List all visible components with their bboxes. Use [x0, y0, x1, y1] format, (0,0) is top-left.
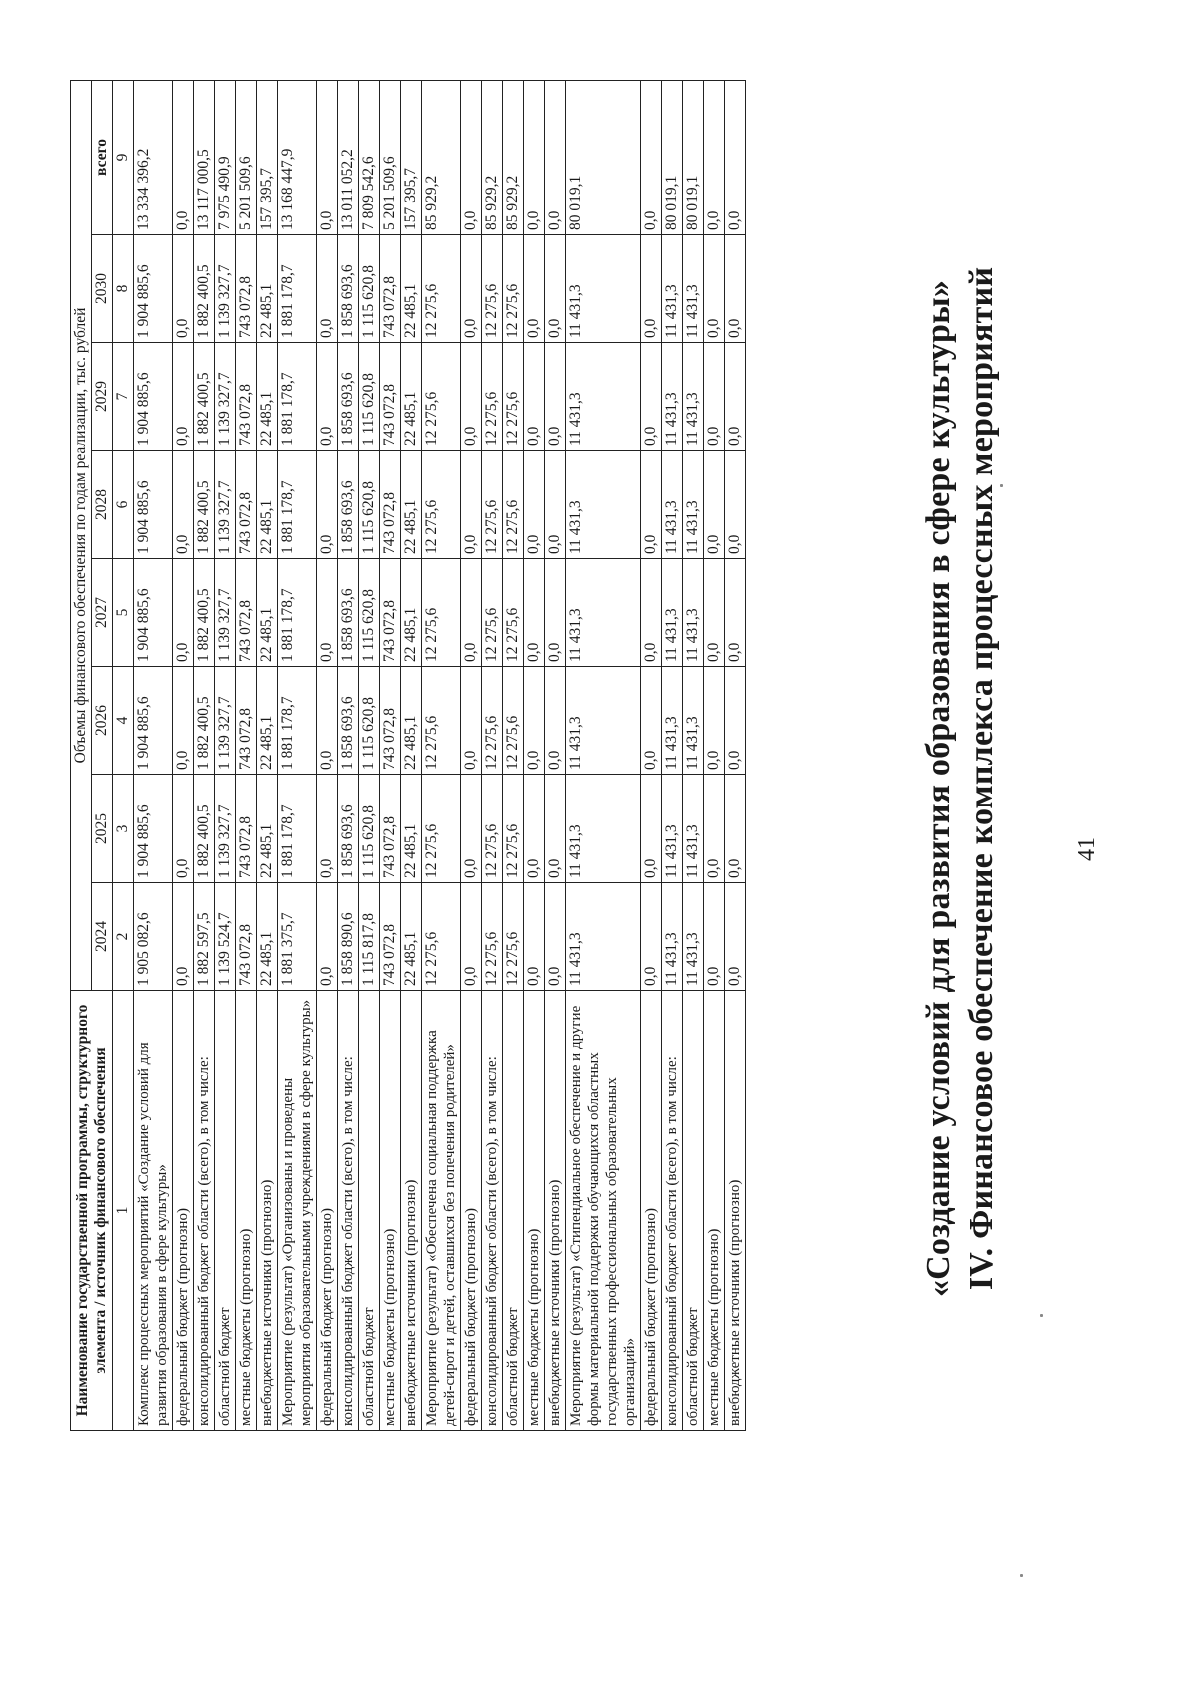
cell-value: 0,0: [173, 667, 194, 775]
cell-value: 0,0: [641, 775, 662, 883]
cell-value: 0,0: [317, 559, 338, 667]
column-number: 3: [113, 775, 134, 883]
column-number: 1: [113, 991, 134, 1431]
cell-value: 743 072,8: [236, 559, 257, 667]
cell-value: 0,0: [545, 883, 566, 991]
cell-value: 743 072,8: [380, 343, 401, 451]
cell-value: 12 275,6: [482, 235, 503, 343]
cell-value: 22 485,1: [257, 883, 278, 991]
cell-value: 743 072,8: [236, 775, 257, 883]
cell-total: 80 019,1: [683, 80, 704, 234]
cell-value: 11 431,3: [662, 451, 683, 559]
cell-value: 22 485,1: [401, 343, 422, 451]
table-row: [524, 80, 545, 1430]
cell-value: 0,0: [545, 775, 566, 883]
column-number: 5: [113, 559, 134, 667]
header-year: 2028: [92, 451, 113, 559]
cell-value: 743 072,8: [236, 667, 257, 775]
cell-value: 743 072,8: [380, 235, 401, 343]
row-label: федеральный бюджет (прогнозно): [461, 991, 482, 1431]
cell-value: 1 881 178,7: [278, 343, 317, 451]
cell-value: 0,0: [641, 559, 662, 667]
table-row: [401, 80, 422, 1430]
page-number: 41: [1074, 837, 1100, 861]
cell-value: 22 485,1: [401, 883, 422, 991]
cell-value: 0,0: [524, 559, 545, 667]
cell-value: 1 115 620,8: [359, 451, 380, 559]
cell-value: 0,0: [317, 883, 338, 991]
cell-total: 7 809 542,6: [359, 80, 380, 234]
cell-value: 0,0: [725, 667, 746, 775]
table-row: [257, 80, 278, 1430]
column-number: 4: [113, 667, 134, 775]
cell-value: 22 485,1: [257, 667, 278, 775]
cell-value: 0,0: [704, 775, 725, 883]
cell-value: 0,0: [704, 451, 725, 559]
row-label: консолидированный бюджет области (всего), в том числе:: [482, 991, 503, 1431]
row-label: Комплекс процессных мероприятий «Создание условий для развития образования в сфере культуры»: [134, 991, 173, 1431]
row-label: областной бюджет: [503, 991, 524, 1431]
table-row: [422, 80, 461, 1430]
cell-total: 5 201 509,6: [236, 80, 257, 234]
cell-value: 0,0: [461, 559, 482, 667]
cell-total: 85 929,2: [503, 80, 524, 234]
cell-total: 0,0: [725, 80, 746, 234]
cell-value: 1 115 620,8: [359, 235, 380, 343]
header-year: 2029: [92, 343, 113, 451]
cell-value: 0,0: [704, 235, 725, 343]
column-number: 2: [113, 883, 134, 991]
table-row: [338, 80, 359, 1430]
cell-value: 12 275,6: [503, 667, 524, 775]
cell-total: 13 334 396,2: [134, 80, 173, 234]
row-label: федеральный бюджет (прогнозно): [317, 991, 338, 1431]
cell-value: 12 275,6: [422, 451, 461, 559]
cell-value: 0,0: [461, 883, 482, 991]
cell-value: 12 275,6: [422, 775, 461, 883]
row-label: Мероприятие (результат) «Обеспечена социальная поддержка детей-сирот и детей, оставшихся без попечения родителей»: [422, 991, 461, 1431]
cell-total: 80 019,1: [566, 80, 641, 234]
cell-value: 0,0: [545, 235, 566, 343]
row-label: местные бюджеты (прогнозно): [704, 991, 725, 1431]
table-row: [278, 80, 317, 1430]
row-label: местные бюджеты (прогнозно): [380, 991, 401, 1431]
cell-value: 12 275,6: [422, 667, 461, 775]
row-label: областной бюджет: [683, 991, 704, 1431]
cell-value: 11 431,3: [566, 235, 641, 343]
cell-value: 1 858 693,6: [338, 343, 359, 451]
cell-value: 1 904 885,6: [134, 559, 173, 667]
cell-value: 0,0: [524, 343, 545, 451]
cell-value: 11 431,3: [662, 883, 683, 991]
cell-value: 22 485,1: [257, 451, 278, 559]
cell-total: 5 201 509,6: [380, 80, 401, 234]
cell-value: 1 858 693,6: [338, 775, 359, 883]
cell-total: 0,0: [317, 80, 338, 234]
section-subtitle: «Создание условий для развития образования в сфере культуры»: [920, 279, 957, 1298]
table-row: [482, 80, 503, 1430]
cell-value: 0,0: [725, 559, 746, 667]
cell-value: 22 485,1: [257, 775, 278, 883]
financing-table: [70, 80, 746, 1431]
header-year: 2027: [92, 559, 113, 667]
cell-value: 0,0: [461, 451, 482, 559]
cell-value: 11 431,3: [683, 343, 704, 451]
cell-value: 1 904 885,6: [134, 775, 173, 883]
row-label: Мероприятие (результат) «Стипендиальное обеспечение и другие формы материальной поддержки обучающихся областных государственных профессиональных образовательных организаций»: [566, 991, 641, 1431]
column-number: 8: [113, 235, 134, 343]
cell-value: 1 905 082,6: [134, 883, 173, 991]
table-row: [566, 80, 641, 1430]
row-label: консолидированный бюджет области (всего), в том числе:: [338, 991, 359, 1431]
cell-value: 1 881 178,7: [278, 667, 317, 775]
row-label: консолидированный бюджет области (всего), в том числе:: [662, 991, 683, 1431]
cell-value: 11 431,3: [566, 559, 641, 667]
cell-value: 11 431,3: [662, 235, 683, 343]
cell-value: 12 275,6: [482, 559, 503, 667]
table-body: [134, 80, 746, 1430]
cell-value: 743 072,8: [236, 451, 257, 559]
cell-value: 12 275,6: [422, 235, 461, 343]
row-label: консолидированный бюджет области (всего), в том числе:: [194, 991, 215, 1431]
cell-value: 0,0: [641, 235, 662, 343]
cell-total: 0,0: [461, 80, 482, 234]
table-row: [503, 80, 524, 1430]
table-row: [641, 80, 662, 1430]
cell-value: 1 858 693,6: [338, 451, 359, 559]
table-row: [359, 80, 380, 1430]
cell-value: 1 904 885,6: [134, 343, 173, 451]
cell-value: 11 431,3: [566, 451, 641, 559]
cell-value: 743 072,8: [380, 775, 401, 883]
cell-value: 743 072,8: [236, 343, 257, 451]
cell-value: 0,0: [641, 343, 662, 451]
table-row: [662, 80, 683, 1430]
scan-speck: [1020, 1574, 1023, 1577]
cell-value: 0,0: [725, 775, 746, 883]
cell-value: 743 072,8: [236, 883, 257, 991]
cell-value: 1 858 693,6: [338, 235, 359, 343]
cell-value: 1 881 178,7: [278, 559, 317, 667]
row-label: внебюджетные источники (прогнозно): [725, 991, 746, 1431]
cell-value: 0,0: [173, 883, 194, 991]
cell-value: 1 115 620,8: [359, 559, 380, 667]
cell-value: 11 431,3: [566, 775, 641, 883]
cell-value: 22 485,1: [257, 343, 278, 451]
table-row: [704, 80, 725, 1430]
cell-total: 157 395,7: [401, 80, 422, 234]
cell-value: 1 882 400,5: [194, 235, 215, 343]
cell-value: 11 431,3: [683, 667, 704, 775]
cell-value: 11 431,3: [683, 451, 704, 559]
cell-value: 11 431,3: [566, 883, 641, 991]
cell-value: 1 115 620,8: [359, 343, 380, 451]
cell-value: 0,0: [317, 451, 338, 559]
cell-value: 11 431,3: [683, 559, 704, 667]
cell-value: 1 139 327,7: [215, 775, 236, 883]
cell-total: 85 929,2: [482, 80, 503, 234]
cell-value: 0,0: [317, 343, 338, 451]
table-row: [380, 80, 401, 1430]
cell-value: 0,0: [524, 883, 545, 991]
cell-total: 7 975 490,9: [215, 80, 236, 234]
row-label: внебюджетные источники (прогнозно): [257, 991, 278, 1431]
cell-value: 0,0: [545, 343, 566, 451]
row-label: Мероприятие (результат) «Организованы и проведены мероприятия образовательными учреждениями в сфере культуры»: [278, 991, 317, 1431]
cell-value: 12 275,6: [503, 775, 524, 883]
cell-value: 12 275,6: [422, 343, 461, 451]
cell-value: 1 882 597,5: [194, 883, 215, 991]
header-year: 2030: [92, 235, 113, 343]
cell-total: 157 395,7: [257, 80, 278, 234]
cell-value: 12 275,6: [422, 559, 461, 667]
row-label: федеральный бюджет (прогнозно): [173, 991, 194, 1431]
cell-total: 13 168 447,9: [278, 80, 317, 234]
cell-value: 11 431,3: [683, 775, 704, 883]
cell-total: 85 929,2: [422, 80, 461, 234]
column-number: 6: [113, 451, 134, 559]
header-name-column: Наименование государственной программы, структурного элемента / источник финансового обеспечения: [71, 991, 113, 1431]
cell-value: 743 072,8: [380, 451, 401, 559]
table-row: [134, 80, 173, 1430]
cell-value: 11 431,3: [662, 667, 683, 775]
cell-value: 0,0: [173, 343, 194, 451]
cell-value: 1 139 524,7: [215, 883, 236, 991]
cell-value: 0,0: [545, 451, 566, 559]
cell-value: 1 139 327,7: [215, 343, 236, 451]
cell-value: 1 115 817,8: [359, 883, 380, 991]
cell-value: 12 275,6: [482, 667, 503, 775]
cell-value: 1 881 178,7: [278, 235, 317, 343]
cell-value: 11 431,3: [566, 343, 641, 451]
cell-value: 1 858 693,6: [338, 559, 359, 667]
cell-value: 1 904 885,6: [134, 667, 173, 775]
cell-total: 80 019,1: [662, 80, 683, 234]
cell-value: 1 139 327,7: [215, 451, 236, 559]
cell-value: 12 275,6: [482, 775, 503, 883]
cell-total: 13 117 000,5: [194, 80, 215, 234]
cell-value: 0,0: [704, 667, 725, 775]
header-total: всего: [92, 80, 113, 234]
cell-value: 1 882 400,5: [194, 451, 215, 559]
cell-value: 12 275,6: [482, 343, 503, 451]
cell-value: 0,0: [704, 559, 725, 667]
row-label: местные бюджеты (прогнозно): [524, 991, 545, 1431]
cell-value: 0,0: [317, 235, 338, 343]
cell-value: 0,0: [524, 451, 545, 559]
cell-value: 12 275,6: [482, 883, 503, 991]
cell-value: 0,0: [461, 667, 482, 775]
table-row: [215, 80, 236, 1430]
row-label: областной бюджет: [215, 991, 236, 1431]
cell-value: 11 431,3: [683, 235, 704, 343]
cell-value: 1 115 620,8: [359, 775, 380, 883]
cell-value: 1 882 400,5: [194, 343, 215, 451]
cell-value: 12 275,6: [503, 235, 524, 343]
table-row: [317, 80, 338, 1430]
cell-value: 0,0: [173, 559, 194, 667]
cell-value: 0,0: [641, 883, 662, 991]
row-label: внебюджетные источники (прогнозно): [545, 991, 566, 1431]
table-row: [725, 80, 746, 1430]
cell-value: 22 485,1: [401, 667, 422, 775]
cell-value: 22 485,1: [401, 559, 422, 667]
cell-value: 12 275,6: [503, 883, 524, 991]
cell-value: 1 882 400,5: [194, 559, 215, 667]
table-row: [683, 80, 704, 1430]
header-funding-group: Объемы финансового обеспечения по годам реализации, тыс. рублей: [71, 80, 92, 990]
cell-value: 0,0: [704, 343, 725, 451]
cell-value: 12 275,6: [482, 451, 503, 559]
cell-value: 0,0: [524, 775, 545, 883]
row-label: местные бюджеты (прогнозно): [236, 991, 257, 1431]
cell-value: 743 072,8: [380, 667, 401, 775]
cell-value: 12 275,6: [503, 343, 524, 451]
cell-value: 0,0: [725, 451, 746, 559]
scan-speck: [1000, 484, 1003, 487]
cell-value: 22 485,1: [401, 235, 422, 343]
cell-value: 11 431,3: [566, 667, 641, 775]
cell-value: 0,0: [704, 883, 725, 991]
cell-value: 12 275,6: [422, 883, 461, 991]
cell-value: 22 485,1: [257, 559, 278, 667]
cell-total: 13 011 052,2: [338, 80, 359, 234]
header-year: 2024: [92, 883, 113, 991]
cell-value: 0,0: [524, 667, 545, 775]
cell-value: 1 115 620,8: [359, 667, 380, 775]
cell-value: 0,0: [725, 883, 746, 991]
table-row: [194, 80, 215, 1430]
cell-value: 1 139 327,7: [215, 559, 236, 667]
cell-value: 22 485,1: [401, 451, 422, 559]
scan-speck: [1040, 1314, 1043, 1317]
row-label: внебюджетные источники (прогнозно): [401, 991, 422, 1431]
cell-value: 0,0: [641, 667, 662, 775]
cell-value: 0,0: [317, 667, 338, 775]
cell-value: 0,0: [725, 235, 746, 343]
cell-value: 1 904 885,6: [134, 235, 173, 343]
table-row: [461, 80, 482, 1430]
cell-value: 12 275,6: [503, 559, 524, 667]
cell-value: 0,0: [545, 667, 566, 775]
cell-value: 0,0: [173, 775, 194, 883]
cell-value: 11 431,3: [683, 883, 704, 991]
header-column-numbers-row: [113, 80, 134, 1430]
cell-value: 22 485,1: [257, 235, 278, 343]
cell-value: 1 139 327,7: [215, 667, 236, 775]
row-label: областной бюджет: [359, 991, 380, 1431]
cell-value: 1 882 400,5: [194, 775, 215, 883]
cell-value: 1 858 693,6: [338, 667, 359, 775]
cell-total: 0,0: [641, 80, 662, 234]
cell-value: 0,0: [173, 235, 194, 343]
cell-value: 1 858 890,6: [338, 883, 359, 991]
cell-value: 0,0: [461, 235, 482, 343]
table-row: [545, 80, 566, 1430]
cell-value: 1 881 178,7: [278, 451, 317, 559]
cell-value: 0,0: [317, 775, 338, 883]
cell-total: 0,0: [704, 80, 725, 234]
cell-value: 743 072,8: [236, 235, 257, 343]
column-number: 7: [113, 343, 134, 451]
cell-total: 0,0: [545, 80, 566, 234]
cell-total: 0,0: [173, 80, 194, 234]
table-row: [236, 80, 257, 1430]
cell-value: 12 275,6: [503, 451, 524, 559]
cell-value: 1 882 400,5: [194, 667, 215, 775]
cell-value: 0,0: [545, 559, 566, 667]
cell-value: 0,0: [524, 235, 545, 343]
header-year: 2026: [92, 667, 113, 775]
cell-value: 11 431,3: [662, 343, 683, 451]
cell-value: 11 431,3: [662, 775, 683, 883]
cell-value: 0,0: [173, 451, 194, 559]
cell-value: 11 431,3: [662, 559, 683, 667]
cell-value: 743 072,8: [380, 559, 401, 667]
cell-value: 1 881 178,7: [278, 775, 317, 883]
section-title: IV. Финансовое обеспечение комплекса процессных мероприятий: [963, 266, 1000, 1291]
cell-total: 0,0: [524, 80, 545, 234]
cell-value: 22 485,1: [401, 775, 422, 883]
cell-value: 0,0: [725, 343, 746, 451]
cell-value: 1 904 885,6: [134, 451, 173, 559]
cell-value: 743 072,8: [380, 883, 401, 991]
cell-value: 0,0: [461, 775, 482, 883]
header-year: 2025: [92, 775, 113, 883]
column-number: 9: [113, 80, 134, 234]
cell-value: 1 139 327,7: [215, 235, 236, 343]
cell-value: 0,0: [461, 343, 482, 451]
row-label: федеральный бюджет (прогнозно): [641, 991, 662, 1431]
table-row: [173, 80, 194, 1430]
cell-value: 1 881 375,7: [278, 883, 317, 991]
cell-value: 0,0: [641, 451, 662, 559]
